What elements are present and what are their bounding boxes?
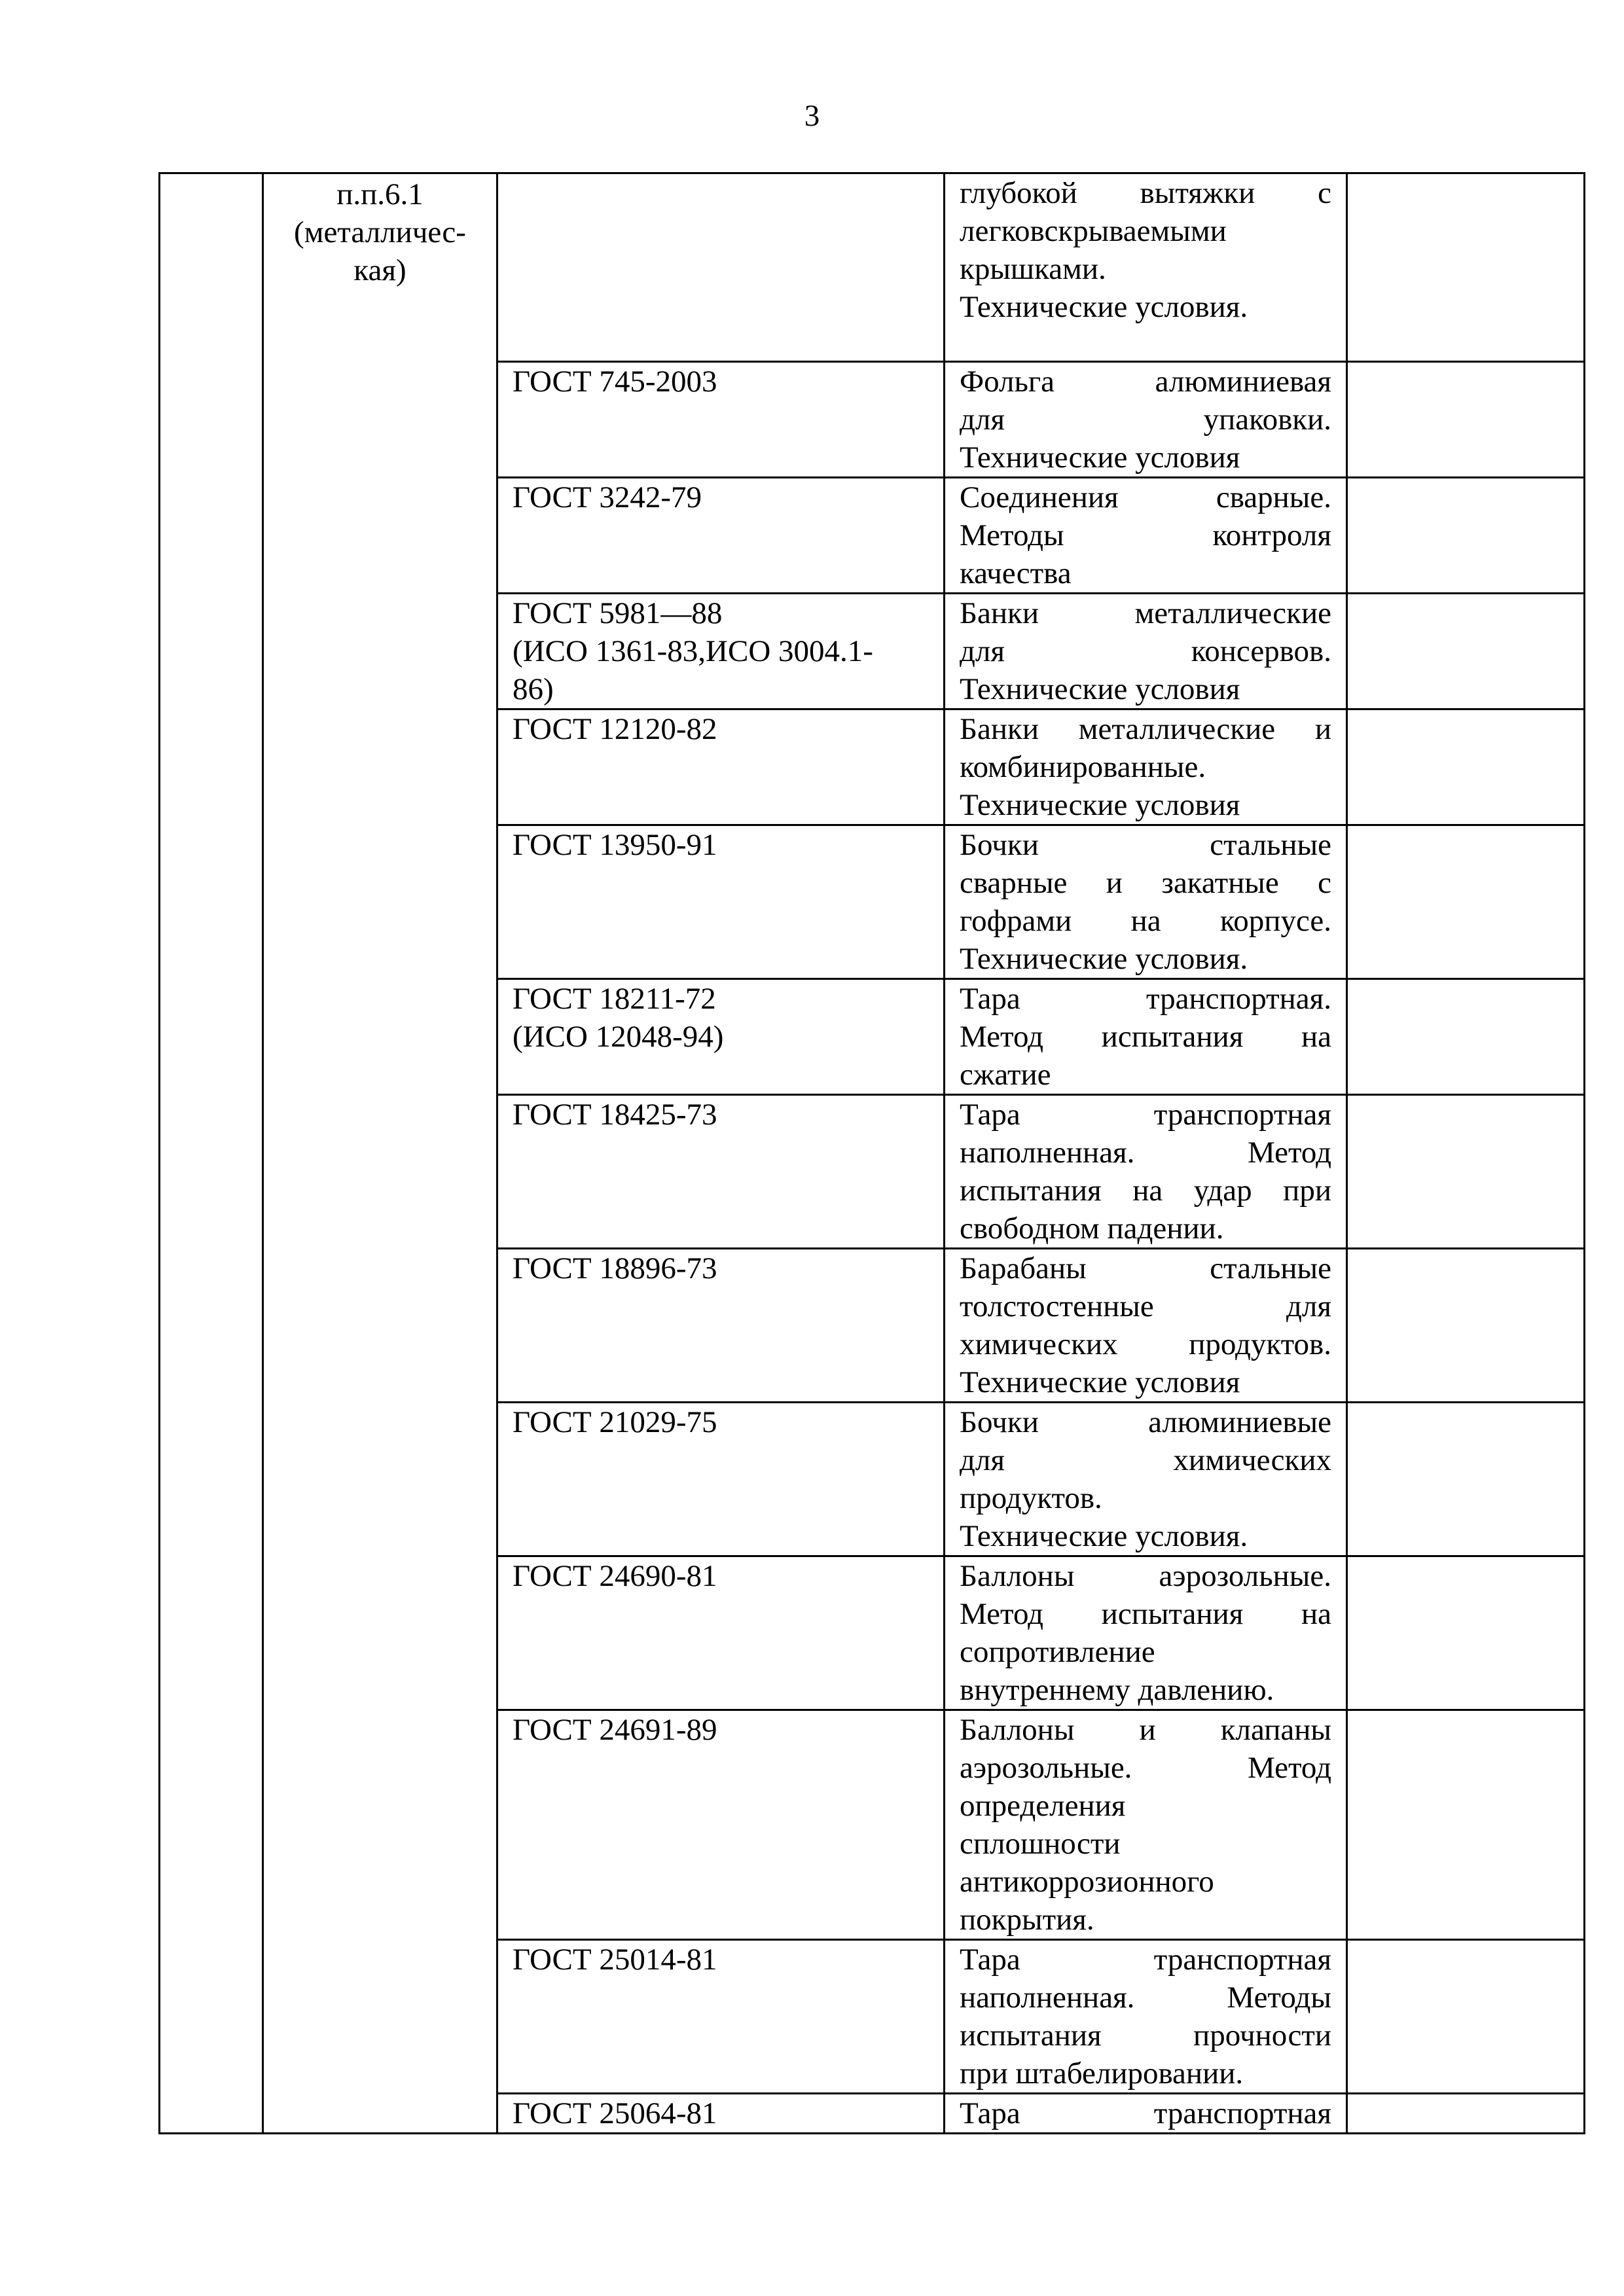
- standard-title-cell: [945, 1940, 1347, 2094]
- standard-title-line: наполненная. Метод: [960, 1136, 1331, 1170]
- notes-cell: [1347, 1940, 1585, 2094]
- category-line: (металличес-: [294, 215, 466, 249]
- index-cell: [160, 173, 263, 2134]
- standard-code: ГОСТ 25064-81: [513, 2096, 717, 2130]
- standard-title-cell: [945, 173, 1347, 362]
- standard-code: ГОСТ 24690-81: [513, 1559, 717, 1593]
- standard-code-cell: [497, 825, 945, 979]
- standard-title-line: Баллоны и клапаны: [960, 1713, 1331, 1747]
- standard-title-line: Бочки стальные: [960, 828, 1331, 862]
- standard-code: ГОСТ 745-2003: [513, 365, 717, 399]
- notes-cell: [1347, 1556, 1585, 1710]
- notes-cell: [1347, 1710, 1585, 1940]
- standard-code-cell: [497, 2094, 945, 2134]
- standard-title-line: антикоррозионного: [960, 1865, 1214, 1899]
- standard-title-line: наполненная. Методы: [960, 1981, 1331, 2015]
- standard-title-line: для консервов.: [960, 634, 1331, 668]
- notes-cell: [1347, 362, 1585, 478]
- standard-title-line: Методы контроля: [960, 518, 1331, 552]
- standard-code: ГОСТ 12120-82: [513, 712, 717, 746]
- standard-title-cell: [945, 979, 1347, 1095]
- standard-title-cell: [945, 1710, 1347, 1940]
- standard-title-line: Технические условия.: [960, 290, 1248, 324]
- standards-table-body: [160, 173, 1585, 2134]
- category-line: кая): [353, 253, 406, 287]
- standard-code: ГОСТ 18425-73: [513, 1098, 717, 1132]
- standard-title-line: для упаковки.: [960, 403, 1331, 437]
- standard-title-line: Технические условия.: [960, 1519, 1248, 1553]
- standard-title-line: Тара транспортная.: [960, 982, 1331, 1016]
- standard-title-line: Технические условия.: [960, 942, 1248, 976]
- standard-code-cell: [497, 362, 945, 478]
- standard-code: (ИСО 12048-94): [513, 1020, 724, 1054]
- standard-title-cell: [945, 478, 1347, 594]
- category-cell: [263, 173, 497, 2134]
- notes-cell: [1347, 1095, 1585, 1249]
- standard-title-line: сжатие: [960, 1058, 1051, 1092]
- standard-title-line: Баллоны аэрозольные.: [960, 1559, 1331, 1593]
- standard-title-line: Барабаны стальные: [960, 1251, 1331, 1285]
- standard-title-line: Фольга алюминиевая: [960, 365, 1331, 399]
- notes-cell: [1347, 979, 1585, 1095]
- notes-cell: [1347, 594, 1585, 709]
- standard-title-line: комбинированные.: [960, 750, 1206, 784]
- standard-title-line: аэрозольные. Метод: [960, 1751, 1331, 1785]
- standard-code-cell: [497, 1403, 945, 1556]
- notes-cell: [1347, 709, 1585, 825]
- standard-code-cell: [497, 1940, 945, 2094]
- standard-code-cell: [497, 478, 945, 594]
- standard-code: (ИСО 1361-83,ИСО 3004.1-: [513, 634, 873, 668]
- standard-title-line: для химических: [960, 1443, 1331, 1477]
- standard-title-line: Технические условия: [960, 788, 1240, 822]
- standard-code: ГОСТ 24691-89: [513, 1713, 717, 1747]
- standard-title-line: испытания прочности: [960, 2018, 1331, 2053]
- standard-code-cell: [497, 979, 945, 1095]
- standard-title-line: крышками.: [960, 252, 1106, 286]
- standard-title-cell: [945, 362, 1347, 478]
- notes-cell: [1347, 825, 1585, 979]
- standard-title-line: толстостенные для: [960, 1289, 1331, 1323]
- standard-title-line: покрытия.: [960, 1903, 1094, 1937]
- notes-cell: [1347, 1249, 1585, 1403]
- standard-title-line: при штабелировании.: [960, 2056, 1244, 2090]
- standard-code: ГОСТ 21029-75: [513, 1405, 717, 1439]
- standard-title-cell: [945, 1403, 1347, 1556]
- notes-cell: [1347, 1403, 1585, 1556]
- standard-title-cell: [945, 1556, 1347, 1710]
- notes-cell: [1347, 478, 1585, 594]
- standard-code: ГОСТ 18896-73: [513, 1251, 717, 1285]
- standard-title-cell: [945, 825, 1347, 979]
- standards-table: [158, 172, 1585, 2134]
- standard-title-line: свободном падении.: [960, 1211, 1224, 1246]
- standard-title-cell: [945, 594, 1347, 709]
- standard-title-line: испытания на удар при: [960, 1174, 1331, 1208]
- standard-title-cell: [945, 1249, 1347, 1403]
- standard-title-line: Тара транспортная: [960, 1098, 1331, 1132]
- standard-code-cell: [497, 1249, 945, 1403]
- standard-title-line: Соединения сварные.: [960, 480, 1331, 514]
- standard-title-line: определения: [960, 1789, 1126, 1823]
- standard-code: ГОСТ 18211-72: [513, 982, 716, 1016]
- page-number: 3: [804, 99, 820, 133]
- standard-code: ГОСТ 5981—88: [513, 596, 723, 630]
- standard-title-line: глубокой вытяжки с: [960, 176, 1331, 210]
- standard-code: 86): [513, 672, 554, 706]
- standard-title-line: Технические условия: [960, 440, 1240, 475]
- standard-title-cell: [945, 1095, 1347, 1249]
- standard-code-cell: [497, 594, 945, 709]
- category-line: п.п.6.1: [336, 177, 424, 211]
- standard-title-line: гофрами на корпусе.: [960, 904, 1331, 938]
- standard-code-cell: [497, 709, 945, 825]
- standard-code: ГОСТ 13950-91: [513, 828, 717, 862]
- table-row: [160, 173, 1585, 362]
- standard-title-line: Тара транспортная: [960, 2096, 1331, 2130]
- standard-title-line: сплошности: [960, 1827, 1121, 1861]
- standard-title-line: сопротивление: [960, 1635, 1155, 1669]
- notes-cell: [1347, 173, 1585, 362]
- standard-title-line: Технические условия: [960, 1365, 1240, 1399]
- standard-title-line: Метод испытания на: [960, 1597, 1331, 1631]
- standard-code-cell: [497, 1710, 945, 1940]
- standard-title-line: продуктов.: [960, 1481, 1102, 1515]
- standard-code: ГОСТ 3242-79: [513, 480, 702, 514]
- standard-title-line: Технические условия: [960, 672, 1240, 706]
- standard-title-line: Тара транспортная: [960, 1943, 1331, 1977]
- standard-code-cell: [497, 1556, 945, 1710]
- standard-title-line: внутреннему давлению.: [960, 1673, 1274, 1707]
- standard-title-line: качества: [960, 556, 1072, 590]
- standard-title-cell: [945, 2094, 1347, 2134]
- standard-title-line: легковскрываемыми: [960, 214, 1227, 248]
- standard-title-line: Метод испытания на: [960, 1020, 1331, 1054]
- standard-title-line: Бочки алюминиевые: [960, 1405, 1331, 1439]
- standard-title-cell: [945, 709, 1347, 825]
- standard-title-line: химических продуктов.: [960, 1327, 1331, 1361]
- standard-title-line: сварные и закатные с: [960, 866, 1331, 900]
- standard-title-line: Банки металлические: [960, 596, 1331, 630]
- notes-cell: [1347, 2094, 1585, 2134]
- standard-code-cell: [497, 173, 945, 362]
- standard-title-line: Банки металлические и: [960, 712, 1331, 746]
- standard-code-cell: [497, 1095, 945, 1249]
- standard-code: ГОСТ 25014-81: [513, 1943, 717, 1977]
